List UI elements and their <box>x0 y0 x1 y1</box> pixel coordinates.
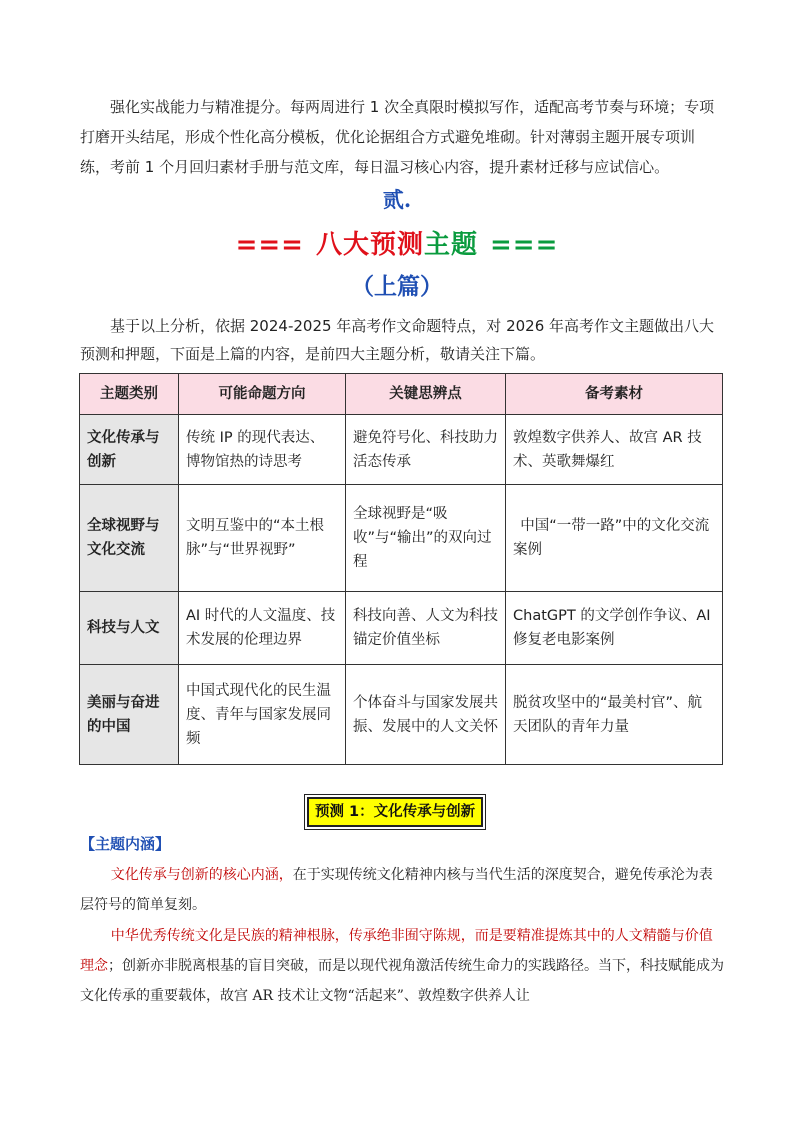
header-direction: 可能命题方向 <box>179 374 346 415</box>
cell-category: 美丽与奋进的中国 <box>80 665 179 765</box>
body-p1-highlight: 文化传承与创新的核心内涵， <box>110 867 293 883</box>
cell-debate: 科技向善、人文为科技锚定价值坐标 <box>346 592 506 665</box>
section-number: 贰. <box>382 187 412 212</box>
cell-direction: AI 时代的人文温度、技术发展的伦理边界 <box>179 592 346 665</box>
body-p2-text: ；创新亦非脱离根基的盲目突破，而是以现代视角激活传统生命力的实践路径。当下，科技赋能成为文化传承的重要载体，故宫 AR 技术让文物“活起来”、敦煌数字供养人让 <box>80 958 724 1004</box>
theme-heading: 【主题内涵】 <box>80 835 171 853</box>
table-header-row <box>80 374 723 415</box>
cell-category: 文化传承与创新 <box>80 415 179 485</box>
subtitle: （上篇） <box>351 274 443 300</box>
cell-category: 全球视野与文化交流 <box>80 485 179 592</box>
header-debate: 关键思辨点 <box>346 374 506 415</box>
title-part-1: 八大 <box>315 230 370 260</box>
table-row <box>80 665 723 765</box>
header-material: 备考素材 <box>506 374 723 415</box>
cell-material: 中国“一带一路”中的文化交流案例 <box>506 485 723 592</box>
title-part-2: 预测 <box>369 230 424 260</box>
cell-material: 脱贫攻坚中的“最美村官”、航天团队的青年力量 <box>506 665 723 765</box>
cell-category: 科技与人文 <box>80 592 179 665</box>
table-row <box>80 415 723 485</box>
cell-direction: 中国式现代化的民生温度、青年与国家发展同频 <box>179 665 346 765</box>
header-category: 主题类别 <box>80 374 179 415</box>
cell-direction: 传统 IP 的现代表达、博物馆热的诗思考 <box>179 415 346 485</box>
body-paragraph-2 <box>80 921 725 1011</box>
cell-debate: 个体奋斗与国家发展共振、发展中的人文关怀 <box>346 665 506 765</box>
cell-material: ChatGPT 的文学创作争议、AI 修复老电影案例 <box>506 592 723 665</box>
body-p2-highlight: 中华优秀传统文化是民族的精神根脉，传承绝非囿守陈规，而是要精准提炼其中的人文精髓与价值理念 <box>80 928 713 974</box>
title-right-marks: === <box>490 230 559 260</box>
cell-debate: 全球视野是“吸收”与“输出”的双向过程 <box>346 485 506 592</box>
topics-table <box>79 373 723 765</box>
body-paragraph-1 <box>80 860 725 920</box>
intro-paragraph: 强化实战能力与精准提分。每两周进行 1 次全真限时模拟写作，适配高考节奏与环境；专项打磨开头结尾，形成个性化高分模板，优化论据组合方式避免堆砌。针对薄弱主题开展专项训练，考前 1 个月回归素材手册与范文库，每日温习核心内容，提升素材迁移与应试信心。 <box>80 98 715 176</box>
cell-material: 敦煌数字供养人、故宫 AR 技术、英歌舞爆红 <box>506 415 723 485</box>
prediction-label: 预测 1：文化传承与创新 <box>307 797 483 827</box>
cell-debate: 避免符号化、科技助力活态传承 <box>346 415 506 485</box>
cell-direction: 文明互鉴中的“本土根脉”与“世界视野” <box>179 485 346 592</box>
main-title <box>0 224 794 261</box>
title-part-3: 主题 <box>424 230 479 260</box>
title-left-marks: === <box>235 230 304 260</box>
table-row <box>80 592 723 665</box>
body-p1-text: 在于实现传统文化精神内核与当代生活的深度契合，避免传承沦为表层符号的简单复刻。 <box>80 867 713 913</box>
basis-paragraph: 基于以上分析，依据 2024-2025 年高考作文命题特点，对 2026 年高考作文主题做出八大预测和押题，下面是上篇的内容，是前四大主题分析，敬请关注下篇。 <box>80 317 715 363</box>
table-row <box>80 485 723 592</box>
